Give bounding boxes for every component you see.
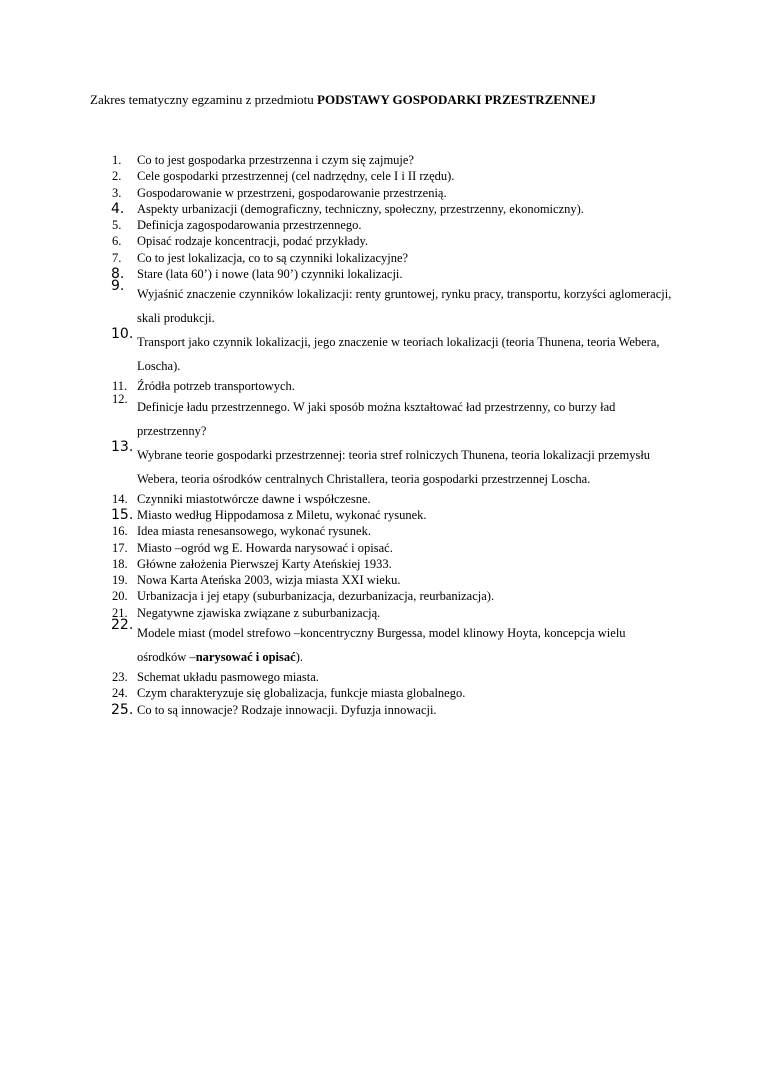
item-text-main: Modele miast (model strefowo –koncentryczny Burgessa, model klinowy Hoyta, koncepcja wielu ośrodków –: [137, 626, 626, 665]
item-number: 7.: [112, 250, 122, 265]
item-number: 15.: [111, 506, 134, 523]
item-text: Czym charakteryzuje się globalizacja, funkcje miasta globalnego.: [137, 686, 466, 701]
item-number: 3.: [112, 185, 122, 200]
item-number: 8.: [111, 266, 125, 283]
item-text-bold: narysować i opisać: [195, 650, 296, 665]
item-text: Miasto –ogród wg E. Howarda narysować i opisać.: [137, 540, 393, 555]
list-item: [0, 523, 760, 539]
list-item: [0, 168, 760, 184]
item-number: 10.: [111, 326, 134, 343]
list-item: [0, 507, 760, 523]
list-item: [0, 250, 760, 266]
item-number: 2.: [112, 169, 122, 184]
list-item: [0, 391, 760, 443]
list-item: [0, 540, 760, 556]
list-item: [0, 556, 760, 572]
list-item: [0, 669, 760, 685]
item-text: Transport jako czynnik lokalizacji, jego znaczenie w teoriach lokalizacji (teoria Thunena, teoria Webera, Loscha).: [137, 335, 660, 374]
item-text: Gospodarowanie w przestrzeni, gospodarowanie przestrzenią.: [137, 185, 447, 200]
list-item: [0, 233, 760, 249]
item-text: Nowa Karta Ateńska 2003, wizja miasta XXI wieku.: [137, 573, 401, 588]
item-number: 1.: [112, 153, 122, 167]
item-number: 6.: [112, 234, 122, 249]
item-text: Wyjaśnić znaczenie czynników lokalizacji: renty gruntowej, rynku pracy, transportu, korzyści aglomeracji, skali produkcji.: [137, 287, 672, 326]
list-item: [0, 278, 760, 330]
item-number: 24.: [112, 686, 128, 701]
title-subject: PODSTAWY GOSPODARKI PRZESTRZENNEJ: [317, 92, 596, 107]
question-list: [0, 152, 760, 718]
item-text: Miasto według Hippodamosa z Miletu, wykonać rysunek.: [137, 507, 427, 522]
list-item: [0, 617, 760, 669]
item-text: Opisać rodzaje koncentracji, podać przykłady.: [137, 234, 369, 249]
item-number: 18.: [112, 556, 128, 571]
list-item: [0, 685, 760, 701]
item-text: Co to są innowacje? Rodzaje innowacji. Dyfuzja innowacji.: [137, 702, 437, 717]
item-text: Negatywne zjawiska związane z suburbanizacją.: [137, 605, 381, 620]
list-item: [0, 185, 760, 201]
list-item: [0, 217, 760, 233]
item-text: [137, 621, 672, 669]
item-number: 20.: [112, 589, 128, 604]
item-text: Definicje ładu przestrzennego. W jaki sposób można kształtować ład przestrzenny, co burzy ład przestrzenny?: [137, 399, 616, 438]
item-number: 5.: [112, 218, 122, 233]
page-title: [90, 92, 596, 108]
item-text: Definicja zagospodarowania przestrzennego.: [137, 218, 362, 233]
item-number: 4.: [111, 200, 125, 217]
list-item: [0, 572, 760, 588]
item-text: Idea miasta renesansowego, wykonać rysunek.: [137, 524, 371, 539]
item-text: Czynniki miastotwórcze dawne i współczesne.: [137, 491, 371, 506]
list-item: [0, 588, 760, 604]
item-text: Stare (lata 60’) i nowe (lata 90’) czynniki lokalizacji.: [137, 267, 403, 282]
item-text: Urbanizacja i jej etapy (suburbanizacja, dezurbanizacja, reurbanizacja).: [137, 589, 495, 604]
item-number: 21.: [112, 605, 128, 620]
item-text: Co to jest lokalizacja, co to są czynniki lokalizacyjne?: [137, 250, 409, 265]
item-number: 11.: [112, 379, 128, 394]
item-number: 17.: [112, 540, 128, 555]
item-number: 13.: [111, 438, 134, 455]
item-number: 14.: [112, 491, 128, 506]
list-item: [0, 491, 760, 507]
item-text: Główne założenia Pierwszej Karty Ateńskiej 1933.: [137, 556, 392, 571]
item-text: Co to jest gospodarka przestrzenna i czym się zajmuje?: [137, 153, 414, 167]
item-number: 25.: [111, 701, 134, 718]
item-text: Źródła potrzeb transportowych.: [137, 379, 295, 394]
item-text: Aspekty urbanizacji (demograficzny, techniczny, społeczny, przestrzenny, ekonomiczny).: [137, 201, 584, 216]
item-number: 16.: [112, 524, 128, 539]
list-item: [0, 438, 760, 491]
list-item: [0, 702, 760, 718]
item-number: 9.: [111, 278, 125, 295]
item-text: Schemat układu pasmowego miasta.: [137, 670, 319, 685]
item-text: Wybrane teorie gospodarki przestrzennej: teoria stref rolniczych Thunena, teoria lokalizacji przemysłu Webera, teoria ośrodków centralnych Christallera, teoria gospodarki przestrzennej Loscha.: [137, 447, 651, 486]
list-item: [0, 326, 760, 378]
item-number: 19.: [112, 573, 128, 588]
item-number: 22.: [111, 617, 134, 634]
item-number: 12.: [112, 391, 128, 406]
list-item: [0, 152, 760, 168]
title-prefix: Zakres tematyczny egzaminu z przedmiotu: [90, 92, 318, 107]
item-text: Cele gospodarki przestrzennej (cel nadrzędny, cele I i II rzędu).: [137, 169, 455, 184]
item-number: 23.: [112, 670, 128, 685]
item-text-tail: ).: [295, 650, 303, 665]
list-item: [0, 201, 760, 217]
